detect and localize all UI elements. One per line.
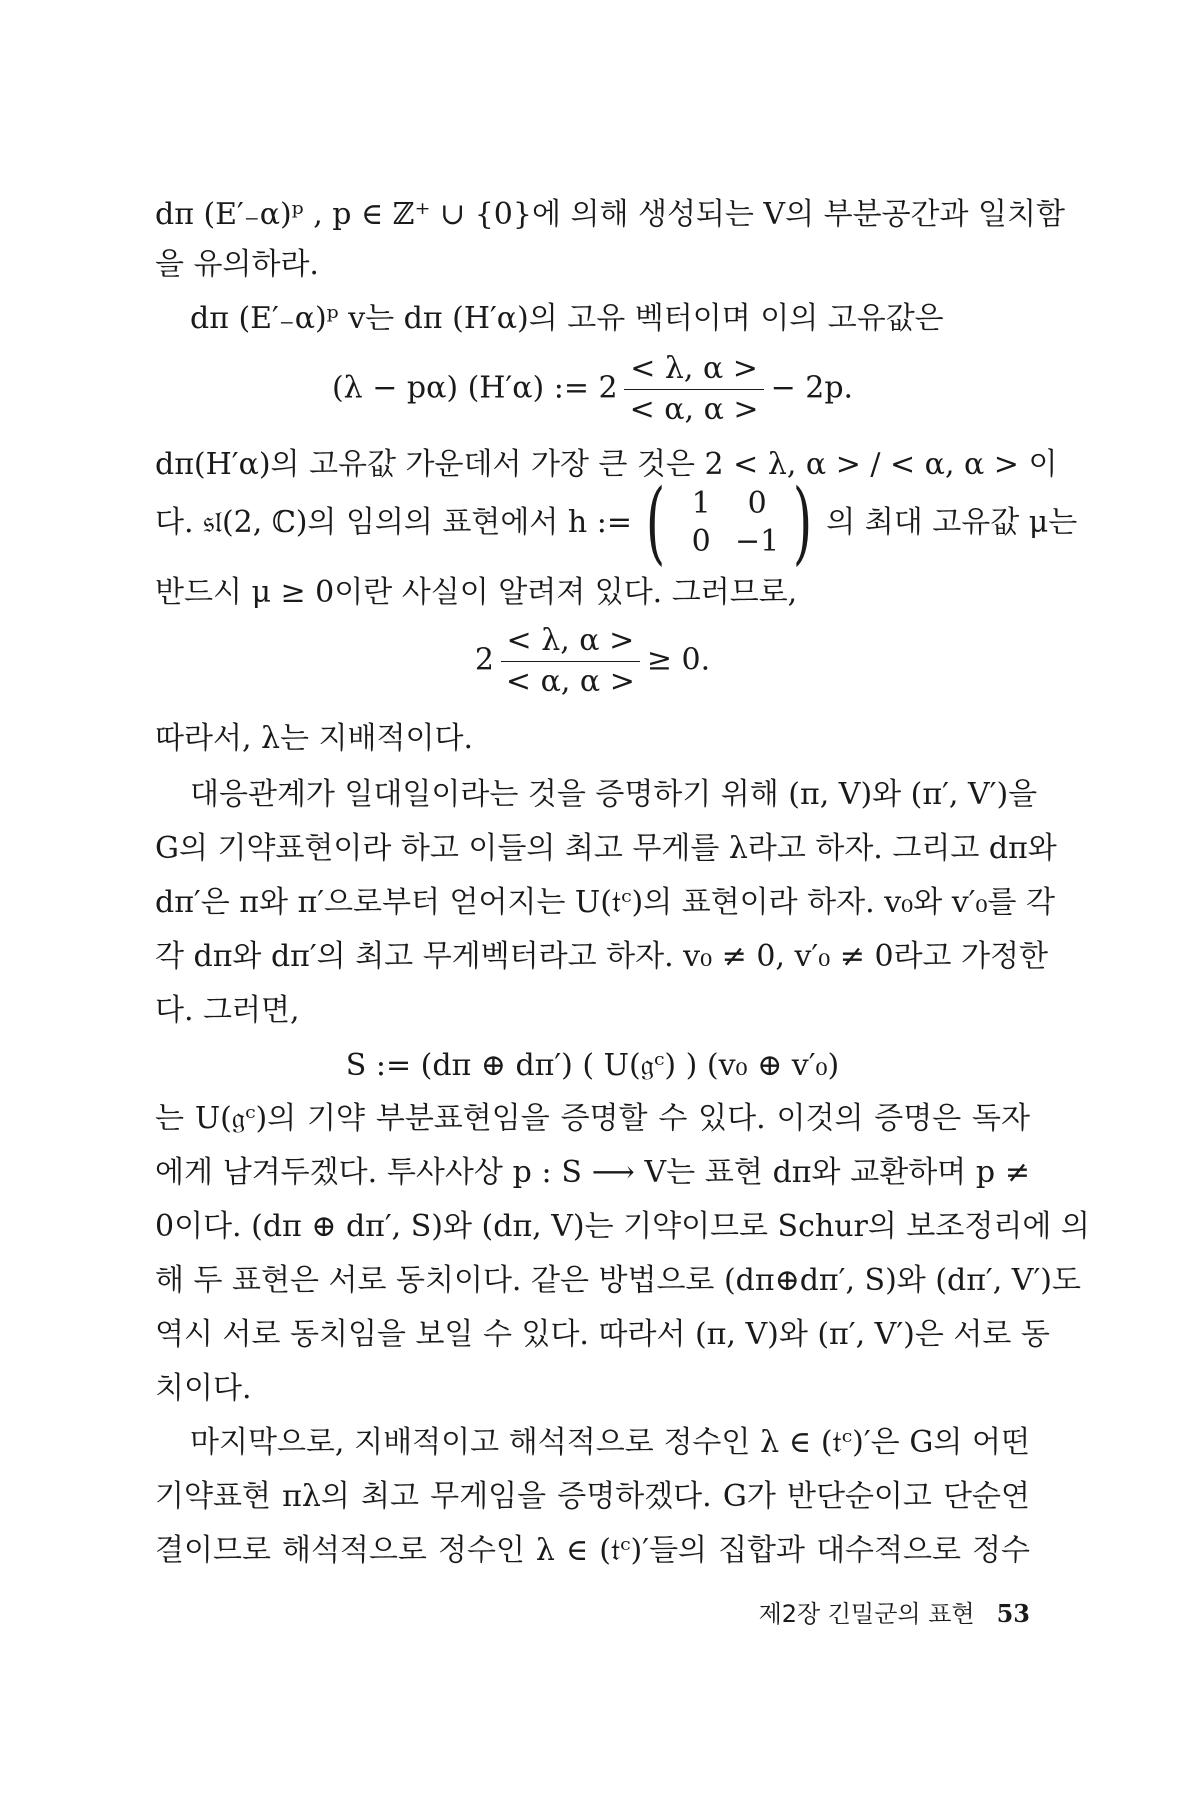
matrix-entries: [673, 486, 785, 560]
running-head: 제2장 긴밀군의 표현: [758, 1600, 975, 1628]
text-line: 다. 그러면,: [155, 993, 300, 1028]
fraction-denominator: < α, α >: [629, 392, 759, 427]
matrix-h: [638, 470, 820, 575]
equation-eigenvalue: [155, 352, 1030, 427]
text-line: 반드시 μ ≥ 0이란 사실이 알려져 있다. 그러므로,: [155, 575, 798, 610]
text-line: 해 두 표현은 서로 동치이다. 같은 방법으로 (dπ⊕dπ′, S)와 (dπ′, V′)도: [155, 1263, 1081, 1298]
text-line: 대응관계가 일대일이라는 것을 증명하기 위해 (π, V)와 (π′, V′)을: [190, 777, 1038, 812]
equation-left: 2: [474, 642, 494, 678]
fraction: [500, 624, 641, 699]
equation-right: − 2p.: [770, 370, 854, 406]
left-paren: (: [645, 470, 666, 575]
text-line: 각 dπ와 dπ′의 최고 무게벡터라고 하자. v₀ ≠ 0, v′₀ ≠ 0라고 가정한: [155, 939, 1049, 974]
text-line: 을 유의하라.: [155, 247, 319, 282]
page-footer: [759, 1594, 1030, 1629]
right-paren: ): [793, 470, 813, 575]
text-line: 따라서, λ는 지배적이다.: [155, 721, 473, 756]
text-line: 기약표현 πλ의 최고 무게임을 증명하겠다. G가 반단순이고 단순연: [155, 1479, 1030, 1514]
matrix-entry: 0: [747, 486, 767, 521]
equation-left: (λ − pα) (H′α) := 2: [331, 370, 618, 406]
text-line: 에게 남겨두겠다. 투사사상 p : S ⟶ V는 표현 dπ와 교환하며 p ≠: [155, 1155, 1030, 1190]
text-line: 결이므로 해석적으로 정수인 λ ∈ (𝔱ᶜ)′들의 집합과 대수적으로 정수: [155, 1533, 1030, 1568]
text-line: 는 U(𝔤ᶜ)의 기약 부분표현임을 증명할 수 있다. 이것의 증명은 독자: [155, 1101, 1030, 1136]
fraction-numerator: < λ, α >: [624, 352, 764, 390]
matrix-entry: −1: [734, 524, 780, 559]
text-line: 치이다.: [155, 1371, 252, 1406]
text-line: G의 기약표현이라 하고 이들의 최고 무게를 λ라고 하자. 그리고 dπ와: [155, 831, 1057, 866]
text-segment: 다. 𝔰𝔩(2, ℂ)의 임의의 표현에서 h :=: [155, 505, 632, 540]
equation-subspace: S := (dπ ⊕ dπ′) ( U(𝔤ᶜ) ) (v₀ ⊕ v′₀): [345, 1048, 840, 1083]
text-line: dπ (E′₋α)ᵖ v는 dπ (H′α)의 고유 벡터이며 이의 고유값은: [190, 301, 944, 336]
text-line: dπ (E′₋α)ᵖ , p ∈ ℤ⁺ ∪ {0}에 의해 생성되는 V의 부분공간과 일치함: [155, 197, 1065, 232]
fraction-denominator: < α, α >: [505, 664, 635, 699]
text-segment: 의 최대 고유값 μ는: [826, 505, 1078, 540]
text-line: 마지막으로, 지배적이고 해석적으로 정수인 λ ∈ (𝔱ᶜ)′은 G의 어떤: [190, 1425, 1030, 1460]
text-line: 역시 서로 동치임을 보일 수 있다. 따라서 (π, V)와 (π′, V′)은 서로 동: [155, 1317, 1050, 1352]
fraction-numerator: < λ, α >: [501, 624, 641, 662]
text-line: dπ(H′α)의 고유값 가운데서 가장 큰 것은 2 < λ, α > / < α, α > 이: [155, 447, 1058, 482]
text-line: dπ′은 π와 π′으로부터 얻어지는 U(𝔱ᶜ)의 표현이라 하자. v₀와 v′₀를 각: [155, 885, 1055, 920]
fraction: [624, 352, 765, 427]
equation-dominant: [155, 624, 1030, 699]
page-number: 53: [996, 1599, 1030, 1628]
matrix-entry: 1: [691, 486, 711, 521]
text-line-with-matrix: [155, 470, 1078, 575]
matrix-entry: 0: [691, 524, 711, 559]
text-line: 0이다. (dπ ⊕ dπ′, S)와 (dπ, V)는 기약이므로 Schur의 보조정리에 의: [155, 1209, 1090, 1244]
equation-right: ≥ 0.: [646, 642, 711, 678]
